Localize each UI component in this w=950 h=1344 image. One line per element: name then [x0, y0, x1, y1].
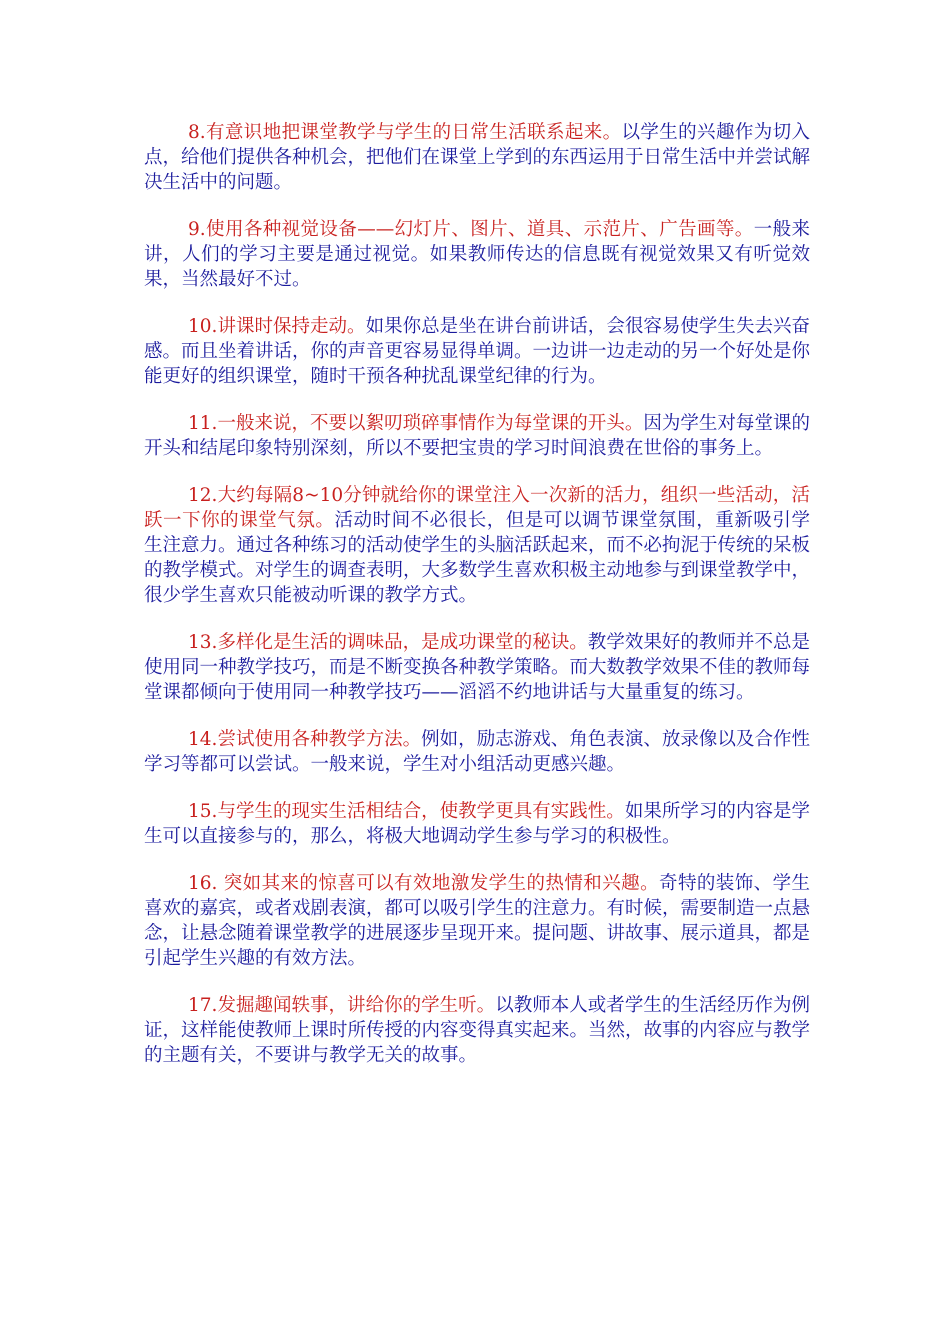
- paragraph-17: [144, 993, 810, 1068]
- paragraph-heading: 12.大约每隔8~10分钟就给你的课堂注入一次新的活力，组织一些活动，活跃一下你的课堂气氛。: [144, 485, 810, 531]
- paragraph-heading: 11.一般来说，不要以絮叨琐碎事情作为每堂课的开头。: [188, 413, 644, 434]
- paragraph-16: [144, 871, 810, 971]
- paragraph-heading: 16. 突如其来的惊喜可以有效地激发学生的热情和兴趣。: [188, 873, 660, 894]
- paragraph-body: 因为学生对每堂课的开头和结尾印象特别深刻，所以不要把宝贵的学习时间浪费在世俗的事务上。: [144, 413, 810, 459]
- paragraph-heading: 17.发掘趣闻轶事，讲给你的学生听。: [188, 995, 496, 1016]
- paragraph-body: 一般来讲，人们的学习主要是通过视觉。如果教师传达的信息既有视觉效果又有听觉效果，当然最好不过。: [144, 219, 810, 290]
- paragraph-10: [144, 314, 810, 389]
- paragraph-body: 奇特的装饰、学生喜欢的嘉宾，或者戏剧表演，都可以吸引学生的注意力。有时候，需要制造一点悬念，让悬念随着课堂教学的进展逐步呈现开来。提问题、讲故事、展示道具，都是引起学生兴趣的有效方法。: [144, 873, 811, 969]
- paragraph-heading: 10.讲课时保持走动。: [188, 316, 366, 337]
- paragraph-15: [144, 799, 810, 849]
- document-page: [144, 120, 810, 1090]
- paragraph-body: 活动时间不必很长，但是可以调节课堂氛围，重新吸引学生注意力。通过各种练习的活动使学生的头脑活跃起来，而不必拘泥于传统的呆板的教学模式。对学生的调查表明，大多数学生喜欢积极主动地参与到课堂教学中，很少学生喜欢只能被动听课的教学方式。: [144, 510, 811, 606]
- paragraph-13: [144, 630, 810, 705]
- paragraph-heading: 13.多样化是生活的调味品，是成功课堂的秘诀。: [188, 632, 588, 653]
- paragraph-body: 教学效果好的教师并不总是使用同一种教学技巧，而是不断变换各种教学策略。而大数教学效果不佳的教师每堂课都倾向于使用同一种教学技巧——滔滔不约地讲话与大量重复的练习。: [144, 632, 811, 703]
- paragraph-14: [144, 727, 810, 777]
- paragraph-body: 如果所学习的内容是学生可以直接参与的，那么，将极大地调动学生参与学习的积极性。: [144, 801, 810, 847]
- paragraph-body: 以学生的兴趣作为切入点，给他们提供各种机会，把他们在课堂上学到的东西运用于日常生活中并尝试解决生活中的问题。: [144, 122, 811, 193]
- paragraph-heading: 14.尝试使用各种教学方法。: [188, 729, 422, 750]
- paragraph-12: [144, 483, 810, 608]
- paragraph-9: [144, 217, 810, 292]
- paragraph-11: [144, 411, 810, 461]
- paragraph-8: [144, 120, 810, 195]
- paragraph-body: 例如，励志游戏、角色表演、放录像以及合作性学习等都可以尝试。一般来说，学生对小组活动更感兴趣。: [144, 729, 810, 775]
- paragraph-heading: 8.有意识地把课堂教学与学生的日常生活联系起来。: [188, 122, 622, 143]
- paragraph-body: 如果你总是坐在讲台前讲话，会很容易使学生失去兴奋感。而且坐着讲话，你的声音更容易显得单调。一边讲一边走动的另一个好处是你能更好的组织课堂，随时干预各种扰乱课堂纪律的行为。: [144, 316, 811, 387]
- paragraph-body: 以教师本人或者学生的生活经历作为例证，这样能使教师上课时所传授的内容变得真实起来。当然，故事的内容应与教学的主题有关，不要讲与教学无关的故事。: [144, 995, 811, 1066]
- paragraph-heading: 15.与学生的现实生活相结合，使教学更具有实践性。: [188, 801, 625, 822]
- paragraph-heading: 9.使用各种视觉设备——幻灯片、图片、道具、示范片、广告画等。: [188, 219, 754, 240]
